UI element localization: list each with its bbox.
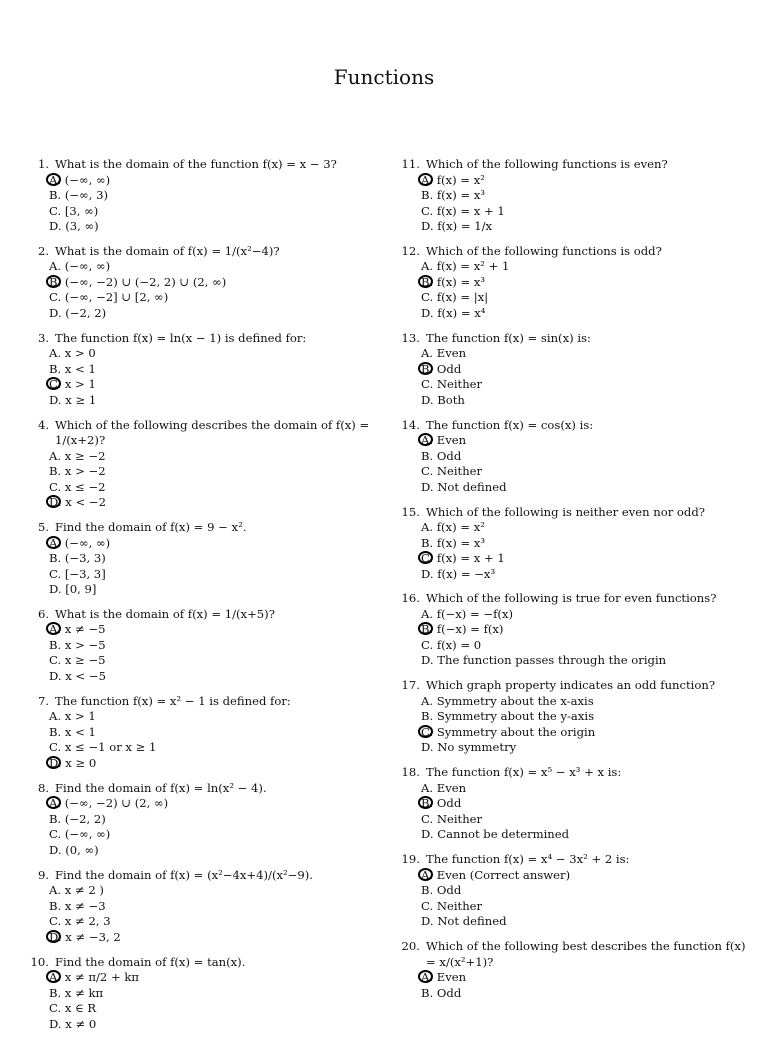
answer-option [393,259,755,275]
question-item [393,505,755,583]
answer-option-text: A. f(x) = x² [421,172,485,187]
answer-option [22,1017,372,1033]
question-item [393,591,755,669]
answer-option-text: A. Even [421,780,467,795]
question-line [393,939,755,970]
answer-option [22,480,372,496]
answer-option [22,970,372,986]
question-line [22,331,372,347]
question-number: 11. [401,157,420,171]
question-number: 15. [401,504,420,519]
question-number: 8. [37,780,49,795]
question-text: Find the domain of f(x) = (x²−4x+4)/(x²−9). [55,867,313,882]
question-line [393,852,755,868]
answer-option [22,986,372,1002]
question-line [393,418,755,434]
question-text: Which of the following describes the domain of f(x) = 1/(x+2)? [55,417,370,448]
answer-option-text: C. f(x) = x + 1 [421,203,505,218]
question-text: Which of the following is true for even functions? [426,591,717,606]
answer-option [22,449,372,465]
answer-option-text: C. [−3, 3] [49,566,106,581]
answer-option-text: B. x < 1 [49,361,96,376]
answer-option-text: C. x ≤ −1 or x ≥ 1 [49,740,157,755]
answer-option [393,449,755,465]
page-title: Functions [333,65,435,89]
question-text: Which of the following functions is odd? [426,243,662,258]
answer-option-text: C. (−∞, −2] ∪ [2, ∞) [49,290,169,305]
answer-option [393,290,755,306]
question-text: Which graph property indicates an odd function? [426,678,716,693]
answer-circle-mark [418,173,433,186]
answer-option [393,536,755,552]
answer-circle-mark [46,275,61,288]
answer-option-text: C. Neither [421,811,483,826]
question-number: 12. [401,243,420,258]
question-line [22,694,372,710]
answer-option [393,725,755,741]
answer-circle-mark [46,756,61,769]
answer-option [22,275,372,291]
question-item [22,520,372,598]
answer-option [22,393,372,409]
answer-circle-mark [418,275,433,288]
question-text: What is the domain of the function f(x) = x − 3? [55,157,337,171]
answer-option [393,638,755,654]
answer-option-text: A. (−∞, ∞) [49,535,111,550]
answer-option-text: C. f(x) = 0 [421,637,482,652]
answer-option [22,173,372,189]
question-text: The function f(x) = x² − 1 is defined for: [55,693,291,708]
answer-option [393,986,755,1002]
answer-option [393,480,755,496]
answer-option [393,868,755,884]
answer-option [22,638,372,654]
answer-circle-mark [46,173,61,186]
question-item [22,607,372,685]
answer-option-text: B. x > −2 [49,464,106,479]
question-number: 4. [37,417,49,432]
answer-option [393,188,755,204]
answer-option-text: D. x < −2 [49,495,106,510]
answer-option-text: A. x ≥ −2 [49,448,106,463]
answer-option-text: D. (3, ∞) [49,219,99,233]
answer-option [393,781,755,797]
answer-option-text: B. (−∞, −2) ∪ (−2, 2) ∪ (2, ∞) [49,274,227,289]
question-line [393,157,755,173]
answer-option-text: B. x ≠ −3 [49,898,106,913]
answer-option-text: A. Symmetry about the x-axis [421,693,594,708]
answer-option [22,536,372,552]
answer-option [22,567,372,583]
question-number: 19. [401,852,420,867]
question-line [22,955,372,971]
answer-option-text: C. x ≠ 2, 3 [49,914,111,929]
question-number: 7. [37,693,49,708]
answer-option-text: B. x > −5 [49,637,106,652]
answer-circle-mark [418,362,433,375]
answer-option [393,346,755,362]
question-number: 16. [401,591,420,606]
question-text: Which of the following is neither even nor odd? [426,504,705,519]
answer-option [393,464,755,480]
question-item [22,868,372,946]
answer-option [22,709,372,725]
question-line [22,157,372,173]
question-number: 17. [401,678,420,693]
question-item [22,157,372,235]
question-line [393,591,755,607]
answer-option-text: A. f(x) = x² [421,520,485,535]
answer-option-text: B. Odd [421,796,462,811]
left-column [22,157,372,1041]
answer-circle-mark [46,970,61,983]
answer-circle-mark [418,970,433,983]
answer-option-text: A. (−∞, ∞) [49,259,111,274]
answer-option [393,567,755,583]
answer-option [393,740,755,756]
question-line [22,520,372,536]
answer-option-text: C. f(x) = |x| [421,290,489,305]
answer-option-text: D. x ≥ 1 [49,392,97,407]
answer-option-text: C. x ∈ R [49,1001,97,1016]
question-item [22,331,372,409]
answer-option-text: B. Odd [421,985,462,1000]
answer-option [22,930,372,946]
answer-option [22,827,372,843]
answer-option-text: C. x ≥ −5 [49,653,106,668]
answer-option-text: D. Not defined [421,914,507,929]
answer-option-text: D. f(x) = −x³ [421,566,496,581]
answer-option [393,433,755,449]
answer-option [22,582,372,598]
question-item [393,765,755,843]
answer-option [393,970,755,986]
answer-option-text: A. Even [421,346,467,361]
answer-option [22,725,372,741]
answer-option [393,377,755,393]
question-item [22,244,372,322]
question-line [393,505,755,521]
answer-option [22,551,372,567]
question-text: What is the domain of f(x) = 1/(x+5)? [55,606,275,621]
answer-option-text: D. f(x) = 1/x [421,219,493,233]
answer-option [393,204,755,220]
question-line [393,678,755,694]
question-item [22,418,372,511]
question-text: Find the domain of f(x) = 9 − x². [55,520,247,535]
answer-option-text: A. x > 0 [49,346,96,361]
question-text: Which of the following functions is even? [426,157,668,171]
answer-option [22,843,372,859]
question-text: The function f(x) = sin(x) is: [426,330,591,345]
answer-option-text: A. (−∞, −2) ∪ (2, ∞) [49,796,169,811]
question-item [393,418,755,496]
answer-option-text: B. x ≠ kπ [49,985,104,1000]
answer-option-text: B. Symmetry about the y-axis [421,709,595,724]
question-text: The function f(x) = cos(x) is: [426,417,594,432]
answer-option-text: D. Both [421,392,465,407]
answer-option-text: A. x ≠ −5 [49,622,106,637]
question-number: 2. [37,243,49,258]
answer-option [393,622,755,638]
answer-option [22,883,372,899]
question-text: Which of the following best describes the function f(x) = x/(x²+1)? [426,939,746,969]
question-line [22,418,372,449]
answer-option [22,899,372,915]
answer-option [393,173,755,189]
answer-option-text: B. Odd [421,883,462,898]
answer-option-text: A. f(x) = x² + 1 [421,259,510,274]
answer-option [22,1001,372,1017]
answer-option [22,290,372,306]
answer-option-text: D. [0, 9] [49,582,97,597]
answer-option [393,653,755,669]
answer-option [393,914,755,930]
answer-option-text: B. f(x) = x³ [421,535,486,550]
question-item [393,852,755,930]
answer-option-text: D. Cannot be determined [421,827,570,842]
answer-option [22,622,372,638]
answer-option [393,899,755,915]
answer-option-text: C. f(x) = x + 1 [421,551,505,566]
answer-option [393,812,755,828]
question-text: What is the domain of f(x) = 1/(x²−4)? [55,243,280,258]
answer-circle-mark [418,551,433,564]
question-item [22,694,372,772]
answer-option-text: A. x ≠ π/2 + kπ [49,970,139,985]
answer-option-text: D. (0, ∞) [49,842,99,857]
answer-option-text: B. f(x) = x³ [421,274,486,289]
question-item [393,157,755,235]
question-number: 5. [37,520,49,535]
answer-option-text: D. x ≠ 0 [49,1016,97,1031]
answer-option [393,520,755,536]
answer-option [22,740,372,756]
answer-option [393,883,755,899]
answer-option [22,756,372,772]
right-column [393,157,755,1010]
answer-option [22,653,372,669]
answer-circle-mark [46,930,61,943]
answer-option-text: C. [3, ∞) [49,203,99,218]
answer-option [22,362,372,378]
answer-option [22,259,372,275]
question-item [22,781,372,859]
answer-option [393,694,755,710]
question-number: 3. [37,330,49,345]
answer-option [22,377,372,393]
question-line [393,765,755,781]
answer-circle-mark [418,725,433,738]
answer-option-text: A. Even [421,970,467,985]
answer-option [22,204,372,220]
question-line [393,244,755,260]
answer-circle-mark [46,536,61,549]
answer-option-text: B. (−3, 3) [49,551,106,566]
question-line [22,868,372,884]
question-number: 14. [401,417,420,432]
answer-option-text: C. Symmetry about the origin [421,724,596,739]
question-text: The function f(x) = ln(x − 1) is defined for: [55,330,307,345]
answer-option-text: C. Neither [421,898,483,913]
question-item [393,939,755,1001]
answer-option-text: B. Odd [421,361,462,376]
answer-option-text: D. No symmetry [421,740,517,755]
question-number: 6. [37,606,49,621]
question-text: Find the domain of f(x) = ln(x² − 4). [55,780,267,795]
question-item [22,955,372,1033]
answer-option [393,551,755,567]
answer-option-text: A. f(−x) = −f(x) [421,606,514,621]
question-number: 10. [30,954,49,969]
answer-option-text: C. Neither [421,464,483,479]
answer-option [393,607,755,623]
question-number: 1. [37,157,49,171]
answer-option [22,464,372,480]
answer-option-text: D. x < −5 [49,668,106,683]
answer-option-text: B. Odd [421,448,462,463]
answer-option-text: B. x < 1 [49,724,96,739]
answer-option-text: B. (−∞, 3) [49,188,109,202]
answer-option [22,188,372,204]
answer-option-text: D. x ≠ −3, 2 [49,929,121,944]
answer-option-text: D. f(x) = x⁴ [421,305,486,320]
answer-option-text: A. Even [421,433,467,448]
answer-option-text: A. x > 1 [49,709,96,724]
answer-option [393,393,755,409]
answer-option [22,346,372,362]
question-line [393,331,755,347]
answer-option [393,827,755,843]
answer-option-text: C. x > 1 [49,377,96,392]
answer-option-text: A. (−∞, ∞) [49,172,111,187]
answer-option-text: B. (−2, 2) [49,811,106,826]
answer-option [22,812,372,828]
question-number: 18. [401,765,420,780]
question-line [22,244,372,260]
answer-option-text: C. x ≤ −2 [49,479,106,494]
answer-option [22,669,372,685]
question-item [393,244,755,322]
answer-option-text: B. f(x) = x³ [421,188,486,202]
answer-option [393,709,755,725]
question-number: 13. [401,330,420,345]
answer-option [22,914,372,930]
answer-option [393,362,755,378]
question-line [22,607,372,623]
answer-option [22,796,372,812]
question-line [22,781,372,797]
answer-circle-mark [418,868,433,881]
answer-option-text: C. (−∞, ∞) [49,827,111,842]
answer-option-text: A. x ≠ 2 ) [49,883,104,898]
answer-option [22,495,372,511]
answer-option-text: D. Not defined [421,479,507,494]
question-item [393,331,755,409]
answer-option [22,306,372,322]
answer-option [393,219,755,235]
question-number: 20. [401,939,420,954]
answer-option [393,275,755,291]
answer-option-text: B. f(−x) = f(x) [421,622,504,637]
answer-option-text: D. (−2, 2) [49,305,107,320]
answer-option [22,219,372,235]
question-number: 9. [37,867,49,882]
answer-option [393,796,755,812]
answer-option-text: C. Neither [421,377,483,392]
question-item [393,678,755,756]
answer-option-text: A. Even (Correct answer) [421,867,571,882]
question-text: The function f(x) = x⁴ − 3x² + 2 is: [426,852,630,867]
question-text: The function f(x) = x⁵ − x³ + x is: [426,765,622,780]
answer-option-text: D. x ≥ 0 [49,755,97,770]
answer-option [393,306,755,322]
answer-option-text: D. The function passes through the origin [421,653,667,668]
question-text: Find the domain of f(x) = tan(x). [55,954,246,969]
